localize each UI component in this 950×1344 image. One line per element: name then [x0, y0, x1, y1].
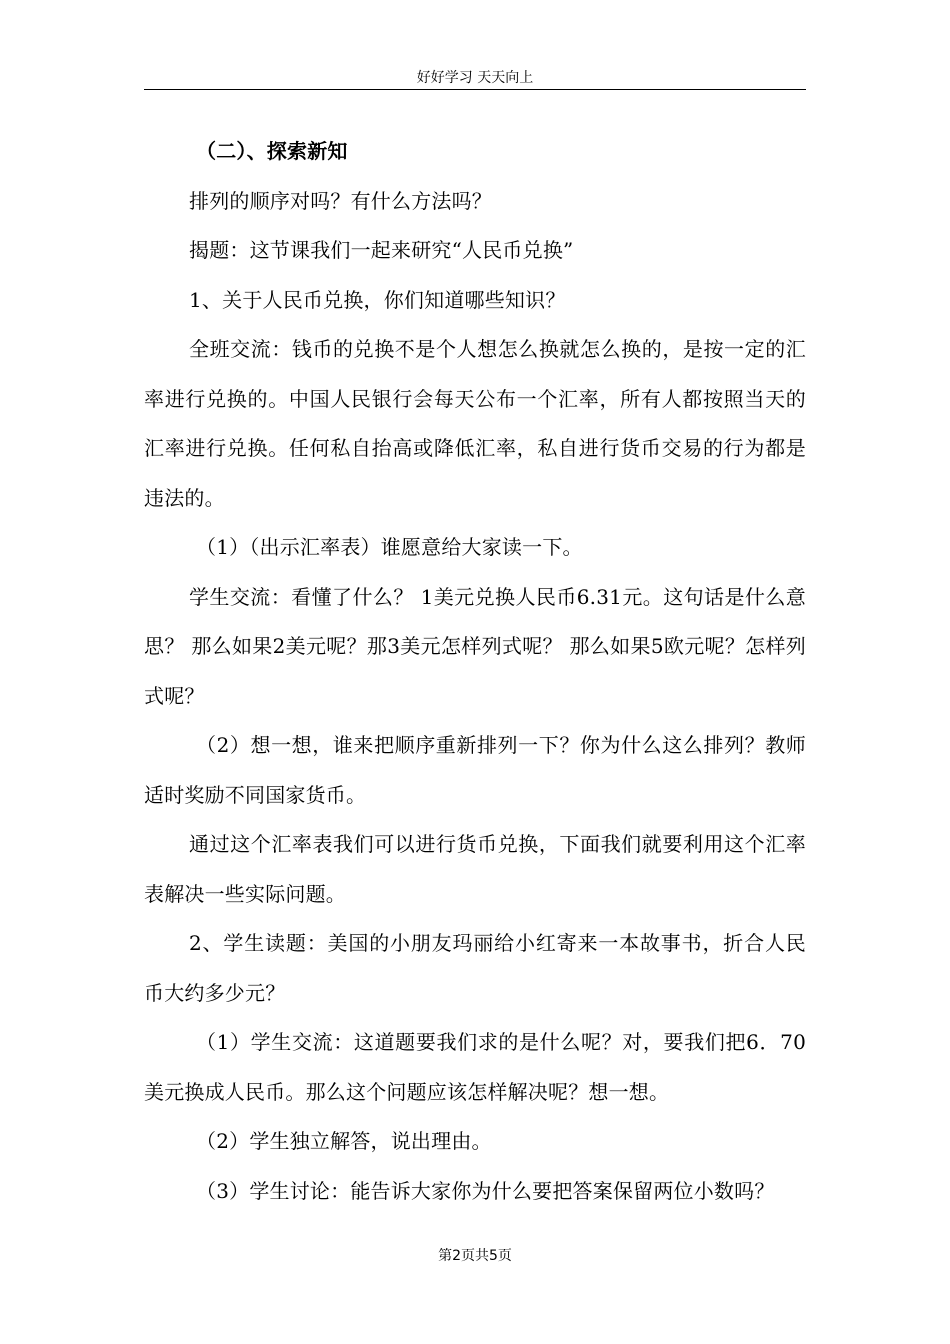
header-divider	[144, 89, 806, 90]
paragraph: （2）学生独立解答，说出理由。	[196, 1129, 492, 1153]
page-number: 第2页共5页	[438, 1248, 512, 1264]
page-header: 好好学习 天天向上	[416, 70, 534, 86]
paragraph: （3）学生讨论：能告诉大家你为什么要把答案保留两位小数吗？	[196, 1178, 775, 1203]
paragraph: 1、关于人民币兑换，你们知道哪些知识？	[189, 287, 566, 312]
document-body	[144, 127, 806, 1216]
paragraph: 排列的顺序对吗？有什么方法吗？	[189, 188, 492, 213]
paragraph: 学生交流：看懂了什么？ 1美元兑换人民币6.31元。这句话是什么意思？ 那么如果2美元呢？那3美元怎样列式呢？ 那么如果5欧元呢？怎样列式呢？	[144, 584, 806, 708]
paragraph: 全班交流：钱币的兑换不是个人想怎么换就怎么换的，是按一定的汇率进行兑换的。中国人民银行会每天公布一个汇率，所有人都按照当天的汇率进行兑换。任何私自抬高或降低汇率，私自进行货币交易的行为都是违法的。	[144, 337, 806, 510]
paragraph: （2）想一想，谁来把顺序重新排列一下？你为什么这么排列？教师适时奖励不同国家货币。	[144, 733, 806, 807]
paragraph: 通过这个汇率表我们可以进行货币兑换，下面我们就要利用这个汇率表解决一些实际问题。	[144, 832, 806, 906]
paragraph: 2、学生读题：美国的小朋友玛丽给小红寄来一本故事书，折合人民币大约多少元？	[144, 931, 806, 1005]
paragraph: （1）学生交流：这道题要我们求的是什么呢？对，要我们把6．70美元换成人民币。那么这个问题应该怎样解决呢？想一想。	[144, 1030, 806, 1104]
paragraph: 揭题：这节课我们一起来研究“人民币兑换”	[189, 238, 574, 262]
section-heading: （二）、探索新知	[196, 139, 348, 163]
paragraph: （1）（出示汇率表）谁愿意给大家读一下。	[196, 535, 583, 559]
